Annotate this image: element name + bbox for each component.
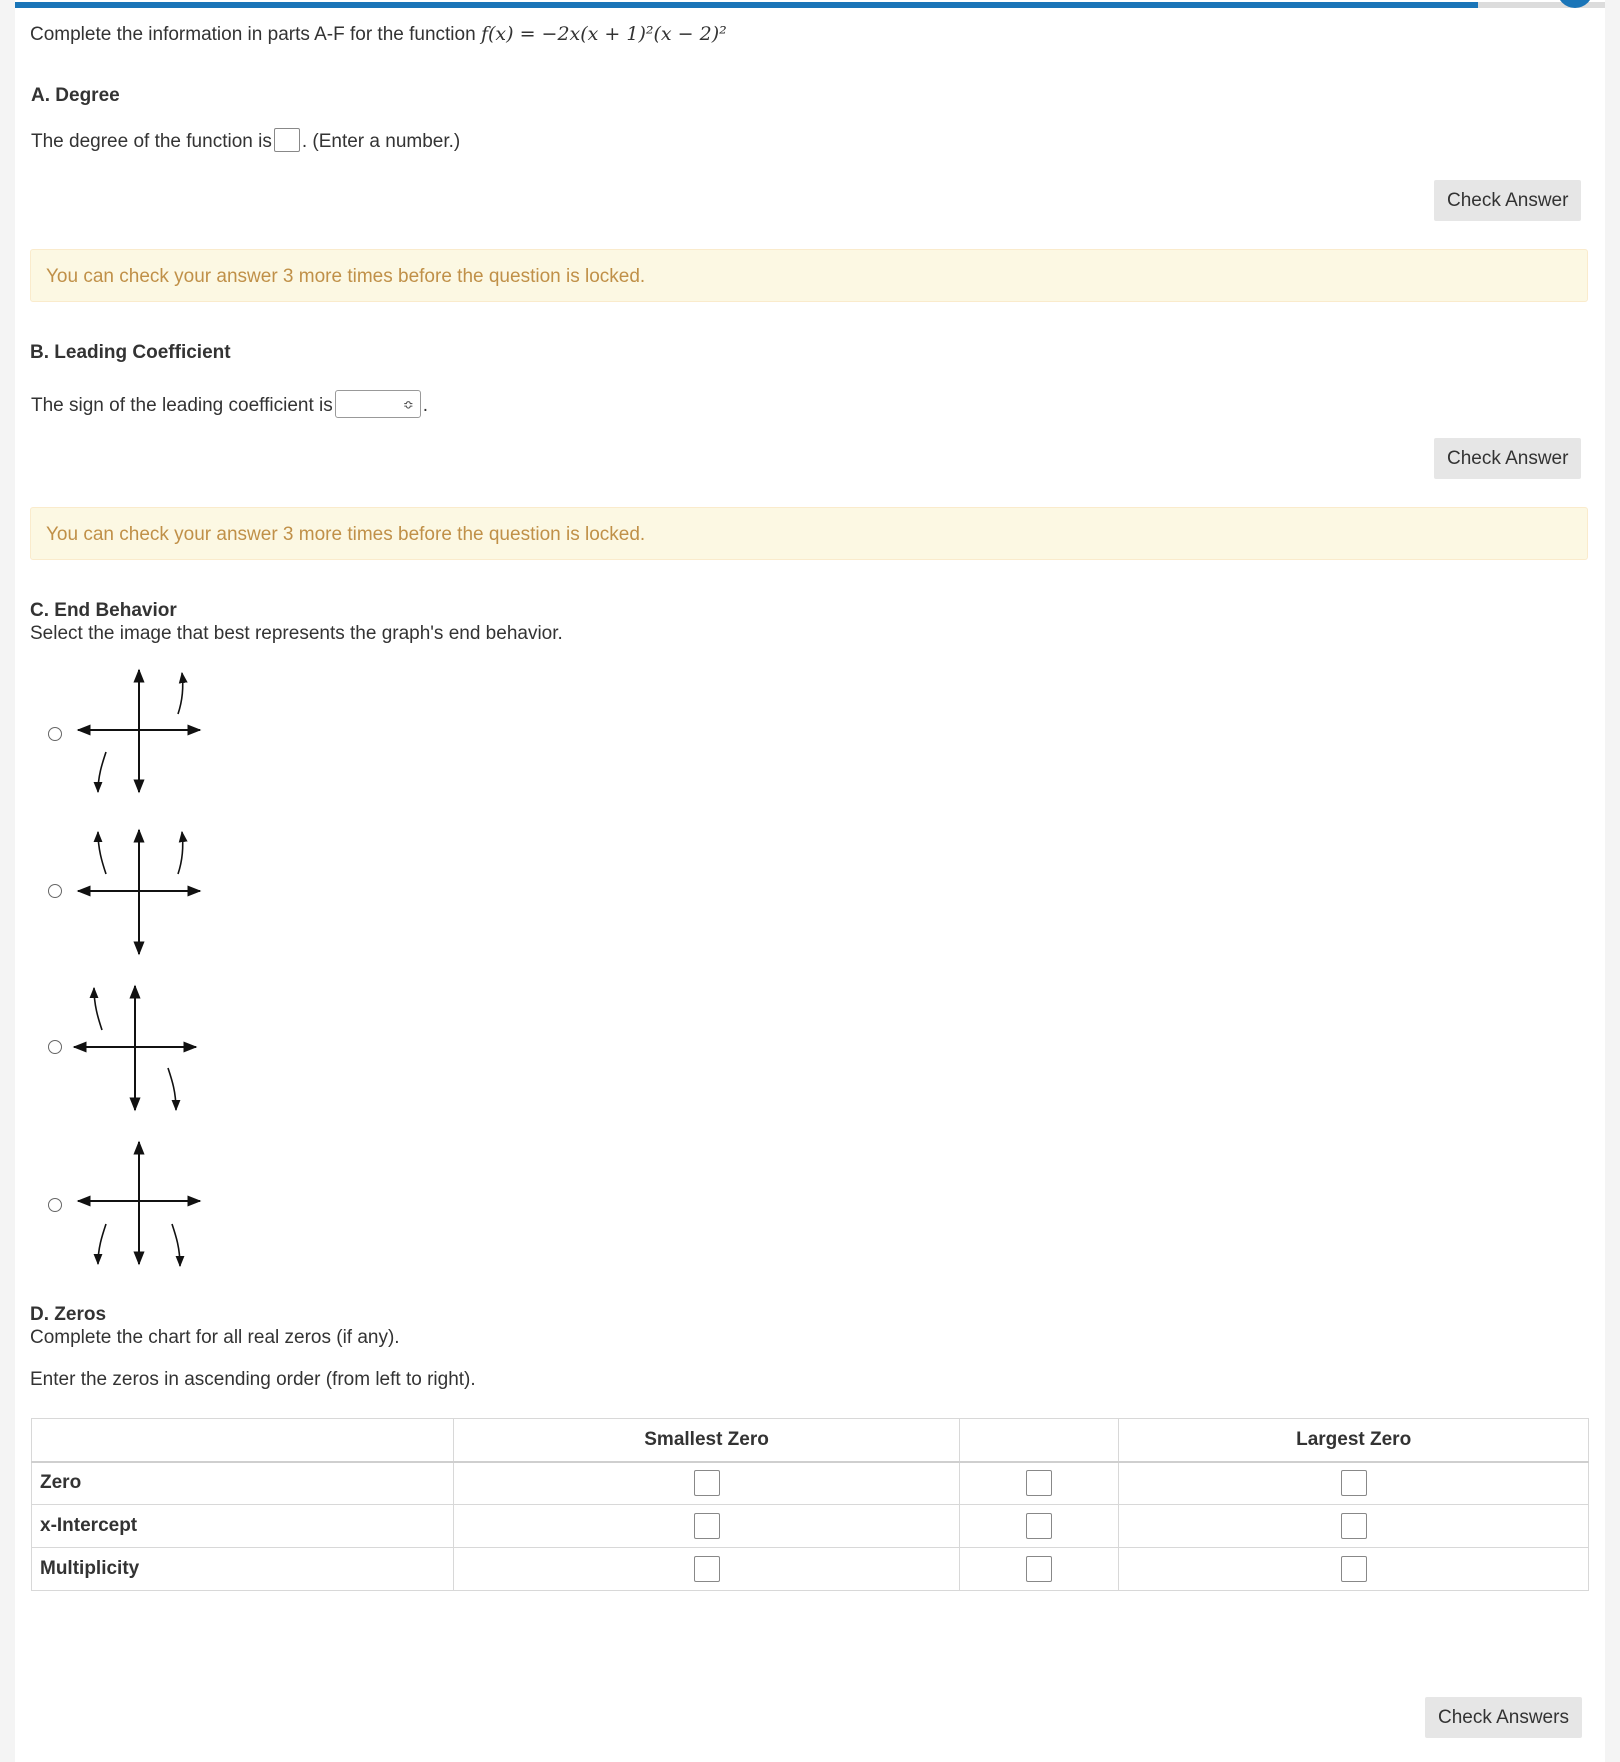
function-formula: f(x) = −2x(x + 1)²(x − 2)²	[480, 23, 727, 45]
check-answer-button-a[interactable]: Check Answer	[1434, 180, 1581, 221]
intro-text: Complete the information in parts A-F for the function	[30, 24, 476, 45]
end-behavior-graph-4[interactable]	[70, 1136, 210, 1270]
table-row	[32, 1505, 1589, 1548]
x-intercept-middle-input[interactable]	[1026, 1513, 1052, 1539]
sign-prompt-after: .	[422, 395, 429, 416]
multiplicity-largest-input[interactable]	[1341, 1556, 1367, 1582]
x-intercept-smallest-input[interactable]	[694, 1513, 720, 1539]
multiplicity-smallest-input[interactable]	[694, 1556, 720, 1582]
zeros-col-header-smallest: Smallest Zero	[453, 1419, 960, 1462]
end-behavior-graph-3[interactable]	[66, 980, 206, 1114]
end-behavior-radio-2[interactable]	[48, 884, 62, 898]
sign-select[interactable]	[335, 390, 421, 418]
end-behavior-graph-2[interactable]	[70, 824, 210, 958]
end-behavior-instruction: Select the image that best represents the graph's end behavior.	[30, 623, 563, 644]
zeros-instruction-1: Complete the chart for all real zeros (if any).	[30, 1327, 400, 1348]
part-a-heading: A. Degree	[31, 85, 120, 106]
part-b-heading: B. Leading Coefficient	[30, 342, 231, 363]
end-behavior-radio-4[interactable]	[48, 1198, 62, 1212]
zero-middle-input[interactable]	[1026, 1470, 1052, 1496]
zeros-table	[31, 1418, 1589, 1591]
zeros-col-header-middle	[960, 1419, 1119, 1462]
row-label-zero: Zero	[32, 1462, 454, 1505]
select-caret-icon: ≎	[402, 398, 414, 413]
zero-smallest-input[interactable]	[694, 1470, 720, 1496]
degree-input[interactable]	[274, 128, 300, 152]
multiplicity-middle-input[interactable]	[1026, 1556, 1052, 1582]
part-c-heading: C. End Behavior	[30, 600, 177, 621]
table-row	[32, 1462, 1589, 1505]
zeros-table-header-row	[32, 1419, 1589, 1462]
progress-bar	[15, 2, 1605, 8]
check-answers-button[interactable]: Check Answers	[1425, 1697, 1582, 1738]
degree-prompt-before: The degree of the function is	[31, 131, 272, 152]
sign-prompt-before: The sign of the leading coefficient is	[31, 395, 333, 416]
end-behavior-radio-3[interactable]	[48, 1040, 62, 1054]
degree-prompt	[31, 128, 460, 154]
part-d-heading: D. Zeros	[30, 1304, 107, 1325]
row-label-multiplicity: Multiplicity	[32, 1548, 454, 1591]
sign-prompt	[31, 390, 428, 418]
progress-bar-fill	[15, 2, 1478, 8]
zeros-col-header-blank	[32, 1419, 454, 1462]
attempts-alert-b: You can check your answer 3 more times before the question is locked.	[30, 507, 1588, 560]
attempts-alert-a: You can check your answer 3 more times before the question is locked.	[30, 249, 1588, 302]
zeros-col-header-largest: Largest Zero	[1119, 1419, 1589, 1462]
zeros-instruction-2: Enter the zeros in ascending order (from left to right).	[30, 1369, 476, 1390]
row-label-x-intercept: x-Intercept	[32, 1505, 454, 1548]
end-behavior-radio-1[interactable]	[48, 727, 62, 741]
degree-prompt-after: . (Enter a number.)	[301, 131, 461, 152]
x-intercept-largest-input[interactable]	[1341, 1513, 1367, 1539]
table-row	[32, 1548, 1589, 1591]
end-behavior-graph-1[interactable]	[70, 664, 210, 798]
zero-largest-input[interactable]	[1341, 1470, 1367, 1496]
intro-line	[30, 22, 727, 47]
check-answer-button-b[interactable]: Check Answer	[1434, 438, 1581, 479]
